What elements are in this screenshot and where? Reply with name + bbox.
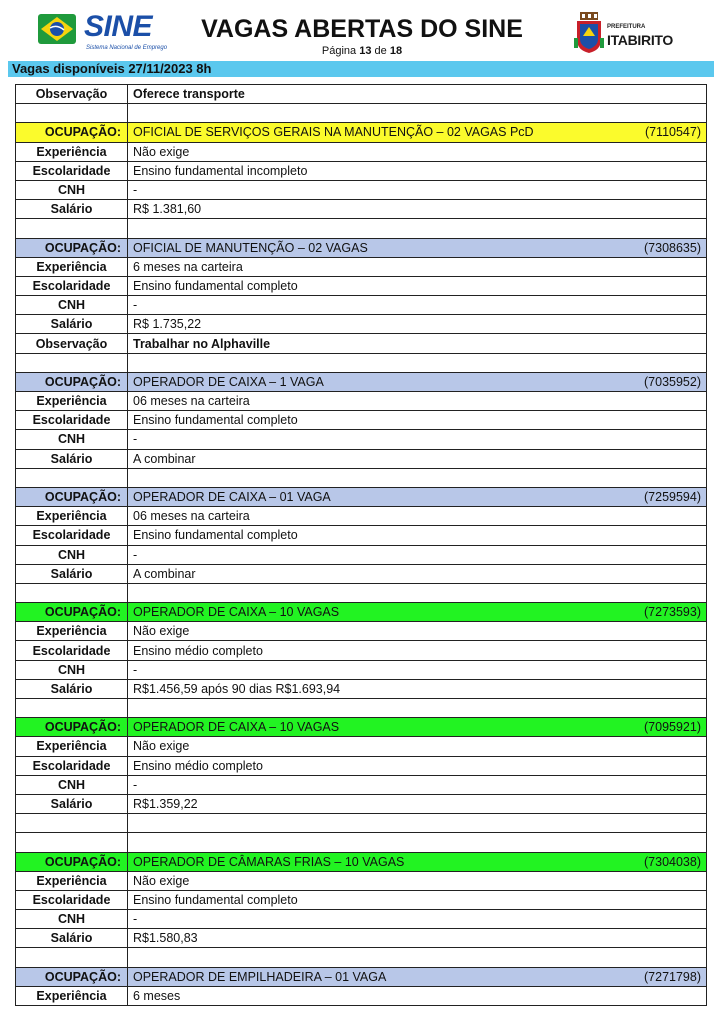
coat-of-arms-icon [574,12,604,54]
page-title: VAGAS ABERTAS DO SINE [201,15,523,43]
occupation-code: (7095921) [644,720,701,735]
table-row [16,775,707,794]
table-row [16,756,707,775]
table-row [16,986,707,1005]
spacer-row [16,353,707,372]
cnh-value: - [128,775,707,794]
occupation-label: OCUPAÇÃO: [16,967,128,986]
table-row [16,276,707,295]
cnh-label: CNH [16,910,128,929]
education-label: Escolaridade [16,161,128,180]
experience-value: Não exige [128,737,707,756]
page-label: Página [321,45,357,57]
occupation-name: OFICIAL DE MANUTENÇÃO – 02 VAGAS [133,240,368,255]
occupation-name: OPERADOR DE CAIXA – 10 VAGAS [133,720,340,735]
occupation-row [16,603,707,622]
table-row [16,910,707,929]
spacer-row [16,583,707,602]
spacer-row [16,468,707,487]
occupation-code: (7259594) [644,490,701,505]
page-total: 18 [389,45,403,57]
education-label: Escolaridade [16,756,128,775]
occupation-code: (7273593) [644,605,701,620]
occupation-title [128,372,707,391]
table-row [16,507,707,526]
sine-logo-subtitle: Sistema Nacional de Emprego [86,45,168,51]
occupation-row [16,852,707,871]
occupation-row [16,123,707,142]
salary-label: Salário [16,315,128,334]
salary-value: R$1.456,59 após 90 dias R$1.693,94 [128,679,707,698]
table-row [16,545,707,564]
cnh-label: CNH [16,775,128,794]
occupation-row [16,372,707,391]
occupation-title [128,123,707,142]
occupation-label: OCUPAÇÃO: [16,603,128,622]
experience-label: Experiência [16,986,128,1005]
occupation-name: OPERADOR DE EMPILHADEIRA – 01 VAGA [133,969,387,984]
occupation-name: OFICIAL DE SERVIÇOS GERAIS NA MANUTENÇÃO – 02 VAGAS PcD [133,125,534,140]
prefeitura-label: PREFEITURA [607,24,646,30]
experience-value: Não exige [128,622,707,641]
spacer-row [16,104,707,123]
education-label: Escolaridade [16,641,128,660]
cnh-label: CNH [16,296,128,315]
occupation-title [128,603,707,622]
table-row [16,334,707,353]
salary-label: Salário [16,794,128,813]
occupation-code: (7035952) [644,374,701,389]
occupation-name: OPERADOR DE CAIXA – 1 VAGA [133,374,324,389]
education-value: Ensino fundamental completo [128,890,707,909]
occupation-code: (7304038) [644,854,701,869]
occupation-label: OCUPAÇÃO: [16,238,128,257]
cnh-value: - [128,545,707,564]
occupation-row [16,718,707,737]
education-value: Ensino médio completo [128,641,707,660]
table-row [16,660,707,679]
occupation-label: OCUPAÇÃO: [16,487,128,506]
experience-value: Não exige [128,871,707,890]
spacer-row [16,948,707,967]
occupation-row [16,487,707,506]
table-row [16,411,707,430]
education-label: Escolaridade [16,890,128,909]
cnh-value: - [128,430,707,449]
occupation-code: (7308635) [644,240,701,255]
table-row [16,622,707,641]
salary-label: Salário [16,679,128,698]
table-row [16,890,707,909]
occupation-name: OPERADOR DE CÂMARAS FRIAS – 10 VAGAS [133,854,405,869]
prefeitura-logo [574,12,694,56]
observation-label: Observação [16,334,128,353]
sine-logo-text: SINE [84,10,153,43]
occupation-title [128,487,707,506]
salary-value: R$ 1.381,60 [128,200,707,219]
page-of: de [374,45,387,57]
occupation-label: OCUPAÇÃO: [16,718,128,737]
experience-label: Experiência [16,392,128,411]
education-label: Escolaridade [16,276,128,295]
experience-label: Experiência [16,507,128,526]
table-row [16,392,707,411]
experience-label: Experiência [16,871,128,890]
education-label: Escolaridade [16,411,128,430]
table-row [16,257,707,276]
table-row [16,526,707,545]
experience-value: 6 meses [128,986,707,1005]
occupation-name: OPERADOR DE CAIXA – 01 VAGA [133,490,331,505]
occupation-row [16,238,707,257]
page-number: 13 [359,45,372,57]
table-row [16,564,707,583]
salary-label: Salário [16,200,128,219]
table-row [16,430,707,449]
spacer-row [16,814,707,833]
table-row [16,180,707,199]
occupation-code: (7110547) [644,125,701,140]
experience-value: 06 meses na carteira [128,392,707,411]
observation-value: Trabalhar no Alphaville [128,334,707,353]
spacer-row [16,219,707,238]
education-value: Ensino fundamental incompleto [128,161,707,180]
cnh-value: - [128,660,707,679]
page-header [0,0,724,60]
cnh-value: - [128,910,707,929]
salary-value: A combinar [128,564,707,583]
cnh-label: CNH [16,180,128,199]
table-row [16,296,707,315]
cnh-label: CNH [16,545,128,564]
salary-value: R$ 1.735,22 [128,315,707,334]
table-row [16,449,707,468]
cnh-label: CNH [16,660,128,679]
occupation-title [128,967,707,986]
occupation-label: OCUPAÇÃO: [16,372,128,391]
table-row [16,871,707,890]
occupation-title [128,238,707,257]
experience-value: Não exige [128,142,707,161]
table-row [16,161,707,180]
occupation-row [16,967,707,986]
education-value: Ensino fundamental completo [128,276,707,295]
cnh-label: CNH [16,430,128,449]
occupation-title [128,718,707,737]
education-value: Ensino fundamental completo [128,526,707,545]
education-value: Ensino fundamental completo [128,411,707,430]
table-row [16,737,707,756]
cnh-value: - [128,180,707,199]
table-row [16,200,707,219]
cnh-value: - [128,296,707,315]
salary-label: Salário [16,929,128,948]
experience-label: Experiência [16,142,128,161]
experience-label: Experiência [16,737,128,756]
spacer-row [16,833,707,852]
spacer-row [16,699,707,718]
occupation-label: OCUPAÇÃO: [16,123,128,142]
experience-value: 06 meses na carteira [128,507,707,526]
occupation-code: (7271798) [644,969,701,984]
experience-label: Experiência [16,257,128,276]
experience-label: Experiência [16,622,128,641]
table-row [16,679,707,698]
salary-label: Salário [16,564,128,583]
table-row [16,315,707,334]
experience-value: 6 meses na carteira [128,257,707,276]
salary-value: R$1.580,83 [128,929,707,948]
date-banner: Vagas disponíveis 27/11/2023 8h [8,61,714,77]
occupation-name: OPERADOR DE CAIXA – 10 VAGAS [133,605,340,620]
table-row [16,794,707,813]
education-label: Escolaridade [16,526,128,545]
table-row [16,929,707,948]
occupation-title [128,852,707,871]
observation-value: Oferece transporte [128,85,707,104]
table-row [16,142,707,161]
salary-value: A combinar [128,449,707,468]
salary-value: R$1.359,22 [128,794,707,813]
table-row [16,85,707,104]
occupation-label: OCUPAÇÃO: [16,852,128,871]
table-row [16,641,707,660]
city-name: ITABIRITO [607,32,674,48]
observation-label: Observação [16,85,128,104]
job-table [15,84,707,1006]
education-value: Ensino médio completo [128,756,707,775]
salary-label: Salário [16,449,128,468]
